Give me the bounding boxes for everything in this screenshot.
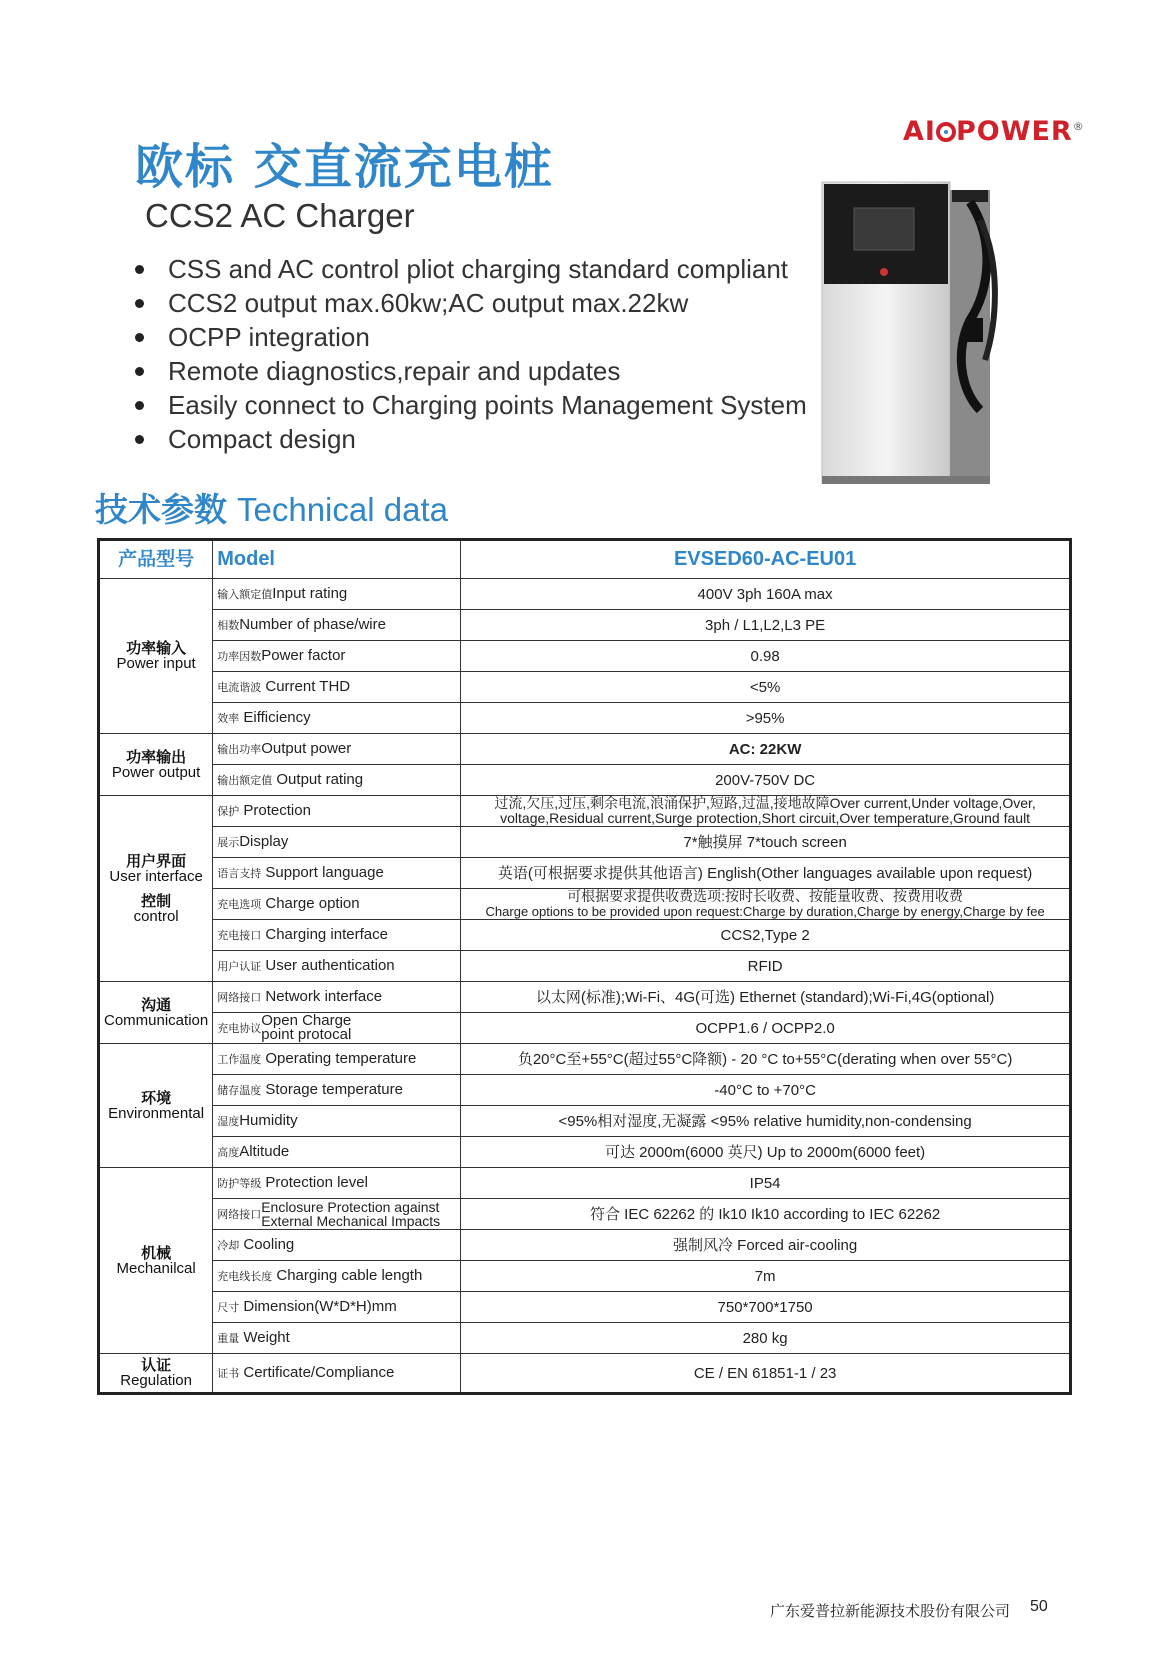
table-row (99, 796, 1071, 827)
group-label-cn: 沟通 (141, 996, 172, 1014)
param-cn: 防护等级 (217, 1177, 262, 1190)
table-row (99, 1323, 1071, 1354)
param-en: Output power (261, 739, 352, 757)
value-line-1: 过流,欠压,过压,剩余电流,浪涌保护,短路,过温,接地故障Over current,Under voltage,Over, (494, 795, 1036, 811)
feature-text: OCPP integration (168, 322, 370, 352)
param-en: Charging cable length (272, 1266, 423, 1284)
param-cell (213, 1230, 461, 1261)
param-cn: 输入额定值 (217, 588, 273, 601)
table-row (99, 1199, 1071, 1230)
bullet-icon (135, 367, 144, 376)
value-cell: 750*700*1750 (461, 1292, 1071, 1323)
group-environmental (99, 1044, 213, 1168)
value-line-2: voltage,Residual current,Surge protection,Short circuit,Over temperature,Ground fault (500, 810, 1031, 826)
table-row (99, 610, 1071, 641)
technical-data-table (97, 538, 1072, 1395)
table-row (99, 1106, 1071, 1137)
value-cell: 可达 2000m(6000 英尺) Up to 2000m(6000 feet) (461, 1137, 1071, 1168)
param-en: Weight (239, 1328, 290, 1346)
table-row (99, 1292, 1071, 1323)
param-en: Power factor (261, 646, 346, 664)
group-mechanical (99, 1168, 213, 1354)
group-label-en: Power input (116, 655, 196, 672)
logo-text-a: AI (903, 116, 936, 147)
value-cell: 280 kg (461, 1323, 1071, 1354)
param-cell (213, 858, 461, 889)
group-communication (99, 982, 213, 1044)
param-cell (213, 1323, 461, 1354)
param-cell (213, 1044, 461, 1075)
group-label-en: Communication (104, 1011, 209, 1029)
param-en: Display (239, 832, 289, 850)
param-cn: 网络接口 (217, 991, 262, 1004)
registered-mark: ® (1072, 120, 1085, 133)
group-label-en: Environmental (108, 1104, 205, 1122)
group-label-cn: 认证 (141, 1357, 172, 1374)
table-row (99, 1230, 1071, 1261)
value-cell: 200V-750V DC (461, 765, 1071, 796)
param-en: Humidity (239, 1111, 298, 1129)
value-line-2: Charge options to be provided upon request:Charge by duration,Charge by energy,Charge by fee (485, 904, 1045, 919)
value-cell: 英语(可根据要求提供其他语言) English(Other languages available upon request) (461, 858, 1071, 889)
param-en: Charging interface (261, 925, 388, 943)
value-cell: 7m (461, 1261, 1071, 1292)
param-en: Dimension(W*D*H)mm (239, 1297, 397, 1315)
table-row (99, 951, 1071, 982)
feature-list (135, 252, 807, 456)
feature-item (135, 286, 807, 320)
param-en: Operating temperature (261, 1049, 417, 1067)
param-cell (213, 703, 461, 734)
logo-o-icon (936, 122, 956, 142)
param-cell (213, 734, 461, 765)
value-cell: OCPP1.6 / OCPP2.0 (461, 1013, 1071, 1044)
group-label-cn: 功率输出 (126, 748, 187, 766)
value-cell: <95%相对湿度,无凝露 <95% relative humidity,non-condensing (461, 1106, 1071, 1137)
param-en-line-1: Open Charge (261, 1012, 352, 1029)
param-cell (213, 889, 461, 920)
param-cn: 相数 (217, 619, 240, 632)
param-cell (213, 1075, 461, 1106)
param-cell (213, 982, 461, 1013)
param-en: Network interface (261, 987, 383, 1005)
feature-item (135, 320, 807, 354)
brand-logo (903, 116, 1085, 147)
param-en: Current THD (261, 677, 351, 695)
param-cn: 语言支持 (217, 867, 262, 880)
section-title (95, 484, 448, 531)
feature-item (135, 422, 807, 456)
table-row (99, 765, 1071, 796)
bullet-icon (135, 401, 144, 410)
value-cell: 400V 3ph 160A max (461, 579, 1071, 610)
param-cell (213, 827, 461, 858)
charger-product-image (820, 180, 1010, 485)
param-cn: 输出功率 (217, 743, 262, 756)
param-en: Input rating (272, 584, 348, 602)
param-en: Support language (261, 863, 384, 881)
table-row (99, 1044, 1071, 1075)
param-cell (213, 1199, 461, 1230)
param-en: Certificate/Compliance (239, 1363, 395, 1381)
feature-text: Easily connect to Charging points Management System (168, 390, 807, 420)
bullet-icon (135, 299, 144, 308)
value-cell: AC: 22KW (461, 734, 1071, 765)
param-cn: 充电接口 (217, 929, 262, 942)
table-row (99, 641, 1071, 672)
param-en: Output rating (272, 770, 364, 788)
param-cell (213, 920, 461, 951)
param-en: Altitude (239, 1142, 290, 1160)
page-title-cn: 欧标 交直流充电桩 (135, 139, 554, 195)
value-cell: RFID (461, 951, 1071, 982)
param-cn: 输出额定值 (217, 774, 273, 787)
bullet-icon (135, 333, 144, 342)
table-row (99, 1075, 1071, 1106)
table-row (99, 858, 1071, 889)
table-row (99, 1137, 1071, 1168)
group-label-cn: 环境 (141, 1089, 172, 1107)
table-row (99, 920, 1071, 951)
bullet-icon (135, 435, 144, 444)
param-cn: 高度 (217, 1146, 240, 1159)
value-cell: -40°C to +70°C (461, 1075, 1071, 1106)
param-cell (213, 1106, 461, 1137)
param-en-line-2: External Mechanical Impacts (261, 1213, 441, 1229)
param-cn: 证书 (217, 1367, 240, 1380)
group-label-cn: 机械 (141, 1244, 172, 1262)
table-row (99, 1168, 1071, 1199)
table-row (99, 734, 1071, 765)
header-cn-cell: 产品型号 (99, 540, 213, 579)
value-cell: 7*触摸屏 7*touch screen (461, 827, 1071, 858)
group-label-en: Power output (111, 763, 201, 781)
param-cell (213, 1261, 461, 1292)
param-en: Eifficiency (239, 708, 311, 726)
footer-company: 广东爱普拉新能源技术股份有限公司 (770, 1603, 1011, 1620)
param-en-line-2: point protocal (261, 1026, 352, 1043)
group-user-interface (99, 796, 213, 982)
param-cell (213, 1354, 461, 1394)
param-en: Storage temperature (261, 1080, 403, 1098)
feature-text: CCS2 output max.60kw;AC output max.22kw (168, 288, 689, 318)
group-label-en: User interface (109, 867, 203, 885)
value-cell: IP54 (461, 1168, 1071, 1199)
param-cn: 充电线长度 (217, 1270, 273, 1283)
feature-text: Remote diagnostics,repair and updates (168, 356, 621, 386)
param-cell (213, 641, 461, 672)
page-number: 50 (1030, 1598, 1048, 1615)
param-cn: 工作温度 (217, 1053, 262, 1066)
value-cell: >95% (461, 703, 1071, 734)
param-cn: 充电选项 (217, 898, 262, 911)
value-line-1: 可根据要求提供收费选项:按时长收费、按能量收费、按费用收费 (567, 888, 964, 904)
value-cell: CCS2,Type 2 (461, 920, 1071, 951)
param-cell (213, 765, 461, 796)
feature-text: CSS and AC control pliot charging standard compliant (168, 254, 789, 284)
param-cn: 冷却 (217, 1239, 240, 1252)
value-cell: 负20°C至+55°C(超过55°C降额) - 20 °C to+55°C(derating when over 55°C) (461, 1044, 1071, 1075)
group-power-input (99, 579, 213, 734)
table-row (99, 982, 1071, 1013)
param-cell (213, 1137, 461, 1168)
group-label-en: Mechanilcal (116, 1259, 196, 1277)
param-cn: 湿度 (217, 1115, 240, 1128)
param-cn: 功率因数 (217, 650, 262, 663)
param-cell (213, 672, 461, 703)
value-cell (461, 796, 1071, 827)
section-title-cn: 技术参数 (95, 491, 227, 528)
param-en-line-1: Enclosure Protection against (261, 1199, 440, 1215)
group-regulation (99, 1354, 213, 1394)
param-cell (213, 1168, 461, 1199)
param-cn: 电流谐波 (217, 681, 262, 694)
param-cn: 效率 (217, 712, 240, 725)
table-row (99, 1354, 1071, 1394)
param-en: Number of phase/wire (239, 615, 386, 633)
value-cell: 3ph / L1,L2,L3 PE (461, 610, 1071, 641)
param-en: Charge option (261, 894, 360, 912)
param-cell (213, 1013, 461, 1044)
param-en: Cooling (239, 1235, 295, 1253)
param-cn: 展示 (217, 836, 240, 849)
page-title-en: CCS2 AC Charger (145, 197, 415, 234)
value-cell: CE / EN 61851-1 / 23 (461, 1354, 1071, 1394)
table-row (99, 827, 1071, 858)
bullet-icon (135, 265, 144, 274)
param-cn: 储存温度 (217, 1084, 262, 1097)
table-row (99, 672, 1071, 703)
table-row (99, 1013, 1071, 1044)
group-label-en-2: control (133, 907, 179, 925)
param-cn: 充电协议 (217, 1022, 262, 1035)
group-power-output (99, 734, 213, 796)
value-cell: <5% (461, 672, 1071, 703)
param-cell (213, 951, 461, 982)
section-title-en: Technical data (237, 491, 448, 528)
table-row (99, 703, 1071, 734)
param-cell (213, 1292, 461, 1323)
param-en: Protection (239, 801, 311, 819)
feature-item (135, 388, 807, 422)
value-cell (461, 889, 1071, 920)
feature-item (135, 354, 807, 388)
group-label-cn: 用户界面 (126, 852, 187, 870)
param-en: User authentication (261, 956, 395, 974)
table-row (99, 889, 1071, 920)
value-cell: 符合 IEC 62262 的 Ik10 Ik10 according to IEC 62262 (461, 1199, 1071, 1230)
table-row (99, 579, 1071, 610)
param-cn: 用户认证 (217, 960, 262, 973)
value-cell: 以太网(标准);Wi-Fi、4G(可选) Ethernet (standard);Wi-Fi,4G(optional) (461, 982, 1071, 1013)
group-label-en: Regulation (120, 1372, 192, 1389)
param-cn: 网络接口 (217, 1208, 262, 1221)
header-model-label: Model (213, 540, 461, 579)
param-cn: 尺寸 (217, 1301, 240, 1314)
param-en: Protection level (261, 1173, 368, 1191)
logo-text-b: POWER (955, 116, 1073, 147)
value-cell: 0.98 (461, 641, 1071, 672)
feature-item (135, 252, 807, 286)
param-cn: 保护 (217, 805, 240, 818)
param-cell (213, 610, 461, 641)
param-cn: 重量 (217, 1332, 240, 1345)
header-model-value: EVSED60-AC-EU01 (461, 540, 1071, 579)
param-cell (213, 796, 461, 827)
value-cell: 强制风冷 Forced air-cooling (461, 1230, 1071, 1261)
param-cell (213, 579, 461, 610)
group-label-cn: 功率输入 (126, 640, 187, 657)
table-row (99, 1261, 1071, 1292)
table-header-row (99, 540, 1071, 579)
group-label-cn-2: 控制 (141, 892, 172, 910)
feature-text: Compact design (168, 424, 356, 454)
